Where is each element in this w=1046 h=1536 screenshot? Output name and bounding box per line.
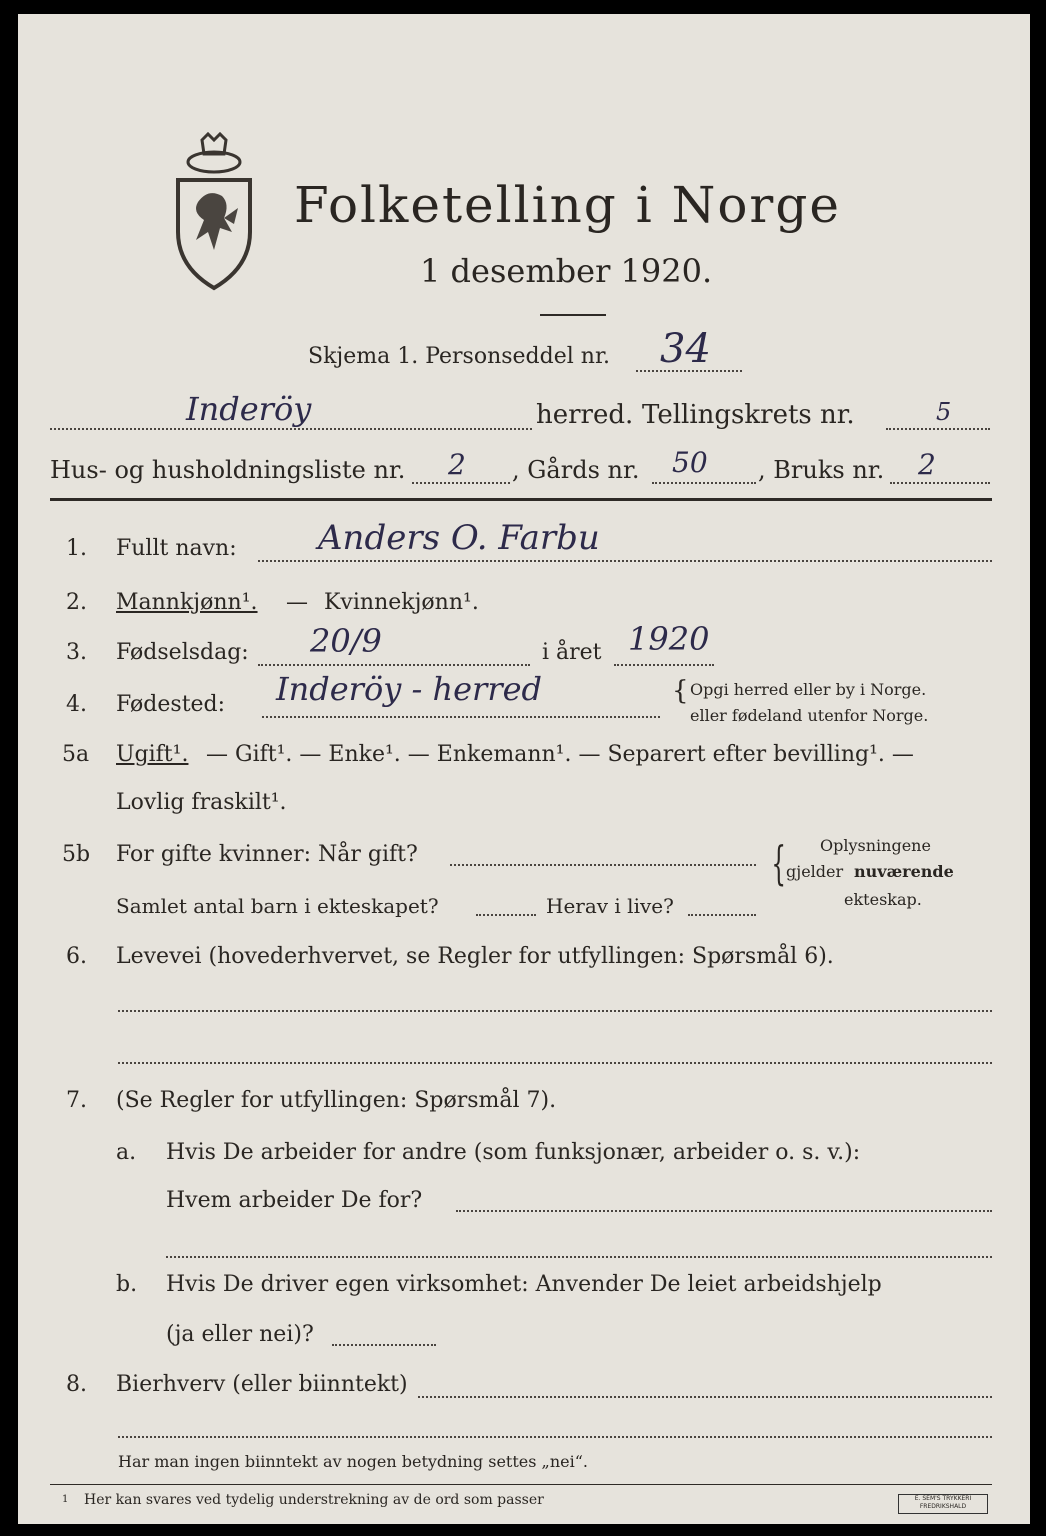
footer-note: Har man ingen biinntekt av nogen betydning settes „nei“. bbox=[118, 1452, 588, 1471]
q5b-brace: { bbox=[771, 836, 786, 890]
tellingskrets-line bbox=[886, 428, 990, 430]
footer-divider bbox=[50, 1484, 992, 1485]
q7a-number: a. bbox=[116, 1140, 137, 1165]
footnote-text: Her kan svares ved tydelig understrekning av de ord som passer bbox=[84, 1492, 544, 1508]
q3-label: Fødselsdag: bbox=[116, 640, 249, 665]
q6-label: Levevei (hovederhvervet, se Regler for utfyllingen: Spørsmål 6). bbox=[116, 944, 834, 969]
q5b-children-line bbox=[476, 914, 536, 916]
q3-year-line bbox=[614, 664, 714, 666]
printer-stamp: E. SEM'S TRYKKERI FREDRIKSHALD bbox=[898, 1494, 988, 1514]
q6-number: 6. bbox=[66, 944, 87, 969]
q5b-note-line1: Oplysningene bbox=[820, 836, 931, 855]
q1-number: 1. bbox=[66, 536, 87, 561]
q3-year-label: i året bbox=[542, 640, 602, 665]
q7-label: (Se Regler for utfyllingen: Spørsmål 7). bbox=[116, 1088, 557, 1113]
q3-number: 3. bbox=[66, 640, 87, 665]
q4-birthplace-value[interactable]: Inderöy - herred bbox=[276, 670, 543, 708]
q5b-number: 5b bbox=[62, 842, 91, 867]
q8-line bbox=[418, 1396, 992, 1398]
q4-label: Fødested: bbox=[116, 692, 226, 717]
hus-label: Hus- og husholdningsliste nr. bbox=[50, 456, 406, 484]
q5a-divorced-option[interactable]: Lovlig fraskilt¹. bbox=[116, 790, 287, 815]
q7a-employer-line-2 bbox=[166, 1256, 992, 1258]
hus-value[interactable]: 2 bbox=[448, 448, 466, 481]
q3-birthday-value[interactable]: 20/9 bbox=[310, 622, 382, 660]
q5b-note-line2a: gjelder bbox=[786, 862, 844, 881]
q5b-note-line2b: nuværende bbox=[854, 862, 954, 881]
q2-male-option[interactable]: Mannkjønn¹. bbox=[116, 590, 258, 615]
gards-line bbox=[652, 482, 756, 484]
q5a-number: 5a bbox=[62, 742, 90, 767]
gards-value[interactable]: 50 bbox=[672, 446, 708, 479]
q2-number: 2. bbox=[66, 590, 87, 615]
q8-label: Bierhverv (eller biinntekt) bbox=[116, 1372, 408, 1397]
q8-number: 8. bbox=[66, 1372, 87, 1397]
q1-label: Fullt navn: bbox=[116, 536, 237, 561]
tellingskrets-label: Tellingskrets nr. bbox=[642, 400, 855, 430]
form-title: Folketelling i Norge bbox=[294, 176, 841, 234]
q8-line-2 bbox=[118, 1436, 992, 1438]
q7a-employer-line bbox=[456, 1210, 992, 1212]
gards-label: , Gårds nr. bbox=[512, 456, 640, 484]
bruks-line bbox=[890, 482, 990, 484]
q7b-question: (ja eller nei)? bbox=[166, 1322, 314, 1347]
q5b-when-married-label: For gifte kvinner: Når gift? bbox=[116, 842, 418, 867]
header-divider bbox=[50, 498, 992, 501]
q6-line-2 bbox=[118, 1062, 992, 1064]
q7b-number: b. bbox=[116, 1272, 138, 1297]
q5b-note-line3: ekteskap. bbox=[844, 890, 922, 909]
q5b-alive-line bbox=[688, 914, 756, 916]
q2-female-option[interactable]: Kvinnekjønn¹. bbox=[324, 590, 479, 615]
schema-number-value[interactable]: 34 bbox=[660, 326, 711, 372]
herred-line bbox=[50, 428, 532, 430]
q5b-when-married-line bbox=[450, 864, 756, 866]
bruks-value[interactable]: 2 bbox=[918, 448, 936, 481]
q1-full-name-value[interactable]: Anders O. Farbu bbox=[318, 518, 600, 558]
census-date: 1 desember 1920. bbox=[420, 252, 713, 290]
q4-note-line2: eller fødeland utenfor Norge. bbox=[690, 706, 929, 725]
q5a-other-options[interactable]: — Gift¹. — Enke¹. — Enkemann¹. — Separert efter bevilling¹. — bbox=[206, 742, 914, 767]
q2-separator: — bbox=[286, 590, 308, 615]
bruks-label: , Bruks nr. bbox=[758, 456, 885, 484]
q7b-answer-line bbox=[332, 1344, 436, 1346]
hus-line bbox=[412, 482, 510, 484]
tellingskrets-value[interactable]: 5 bbox=[936, 398, 952, 426]
footnote-marker: 1 bbox=[62, 1494, 69, 1505]
q5b-children-label: Samlet antal barn i ekteskapet? bbox=[116, 894, 439, 918]
q4-number: 4. bbox=[66, 692, 87, 717]
schema-label: Skjema 1. Personseddel nr. bbox=[308, 344, 611, 369]
q4-line bbox=[262, 716, 660, 718]
q5a-unmarried-option[interactable]: Ugift¹. bbox=[116, 742, 189, 767]
q3-year-value[interactable]: 1920 bbox=[628, 620, 710, 658]
q7a-employer-label: Hvem arbeider De for? bbox=[166, 1188, 423, 1213]
q7a-label: Hvis De arbeider for andre (som funksjonær, arbeider o. s. v.): bbox=[166, 1140, 861, 1165]
q4-brace: { bbox=[672, 676, 689, 706]
q7b-label: Hvis De driver egen virksomhet: Anvender De leiet arbeidshjelp bbox=[166, 1272, 882, 1297]
q5b-alive-label: Herav i live? bbox=[546, 894, 674, 918]
herred-label: herred. bbox=[536, 400, 634, 430]
norway-coat-of-arms-icon bbox=[164, 132, 264, 292]
q1-line bbox=[258, 560, 992, 562]
q3-date-line bbox=[258, 664, 530, 666]
herred-value[interactable]: Inderöy bbox=[186, 390, 312, 428]
q4-note-line1: Opgi herred eller by i Norge. bbox=[690, 680, 927, 699]
q7-number: 7. bbox=[66, 1088, 87, 1113]
title-divider bbox=[540, 314, 606, 316]
q6-line-1 bbox=[118, 1010, 992, 1012]
